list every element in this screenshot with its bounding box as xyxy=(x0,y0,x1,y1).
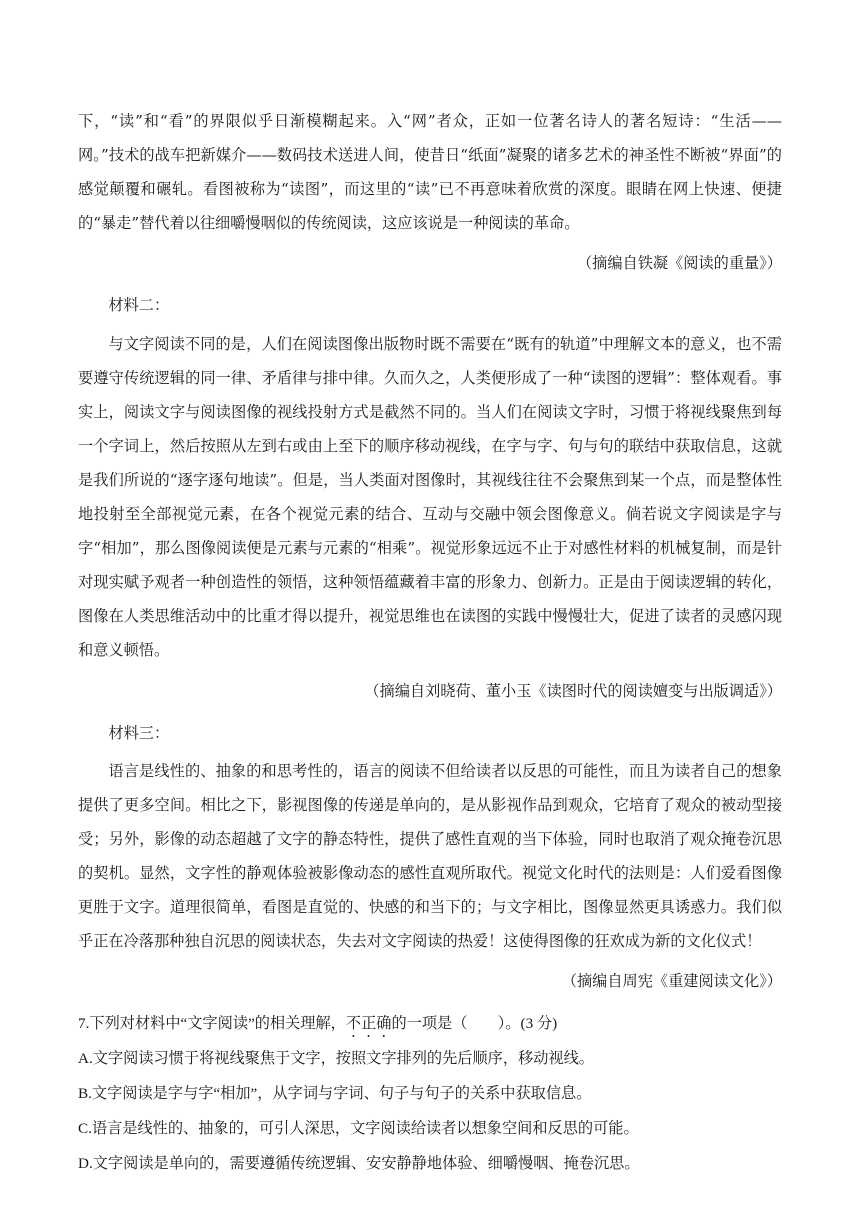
material-2-label: 材料二： xyxy=(108,296,170,315)
option-d[interactable]: D.文字阅读是单向的，需要遵循传统逻辑、安安静静地体验、细嚼慢咽、掩卷沉思。 xyxy=(78,1155,640,1173)
question-7-stem xyxy=(78,1006,782,1041)
material-1-source: （摘编自铁凝《阅读的重量》） xyxy=(576,254,782,273)
question-stem-emphasis: 不正确 xyxy=(345,1015,392,1033)
exam-page xyxy=(78,104,782,1181)
material-3-text: 语言是线性的、抽象的和思考性的，语言的阅读不但给读者以反思的可能性，而且为读者自己的想象提供了更多空间。相比之下，影视图像的传递是单向的，是从影视作品到观众，它培育了观众的被动型接受；另外，影像的动态超越了文字的静态特性，提供了感性直观的当下体验，同时也取消了观众掩卷沉思的契机。显然，文字性的静观体验被影像动态的感性直观所取代。视觉文化时代的法则是：人们爱看图像更胜于文字。道理很简单，看图是直觉的、快感的和当下的；与文字相比，图像显然更具诱惑力。我们似乎正在冷落那种独自沉思的阅读状态，失去对文字阅读的热爱！这使得图像的狂欢成为新的文化仪式！ xyxy=(78,761,782,951)
option-b[interactable]: B.文字阅读是字与字“相加”，从字词与字词、句子与句子的关系中获取信息。 xyxy=(78,1085,592,1103)
material-1-continuation: 下，“读”和“看”的界限似乎日渐模糊起来。入“网”者众，正如一位著名诗人的著名短诗：“生活——网。”技术的战车把新媒介——数码技术送进人间，使昔日“纸面”凝聚的诸多艺术的神圣性不断被“界面”的感觉颠覆和碾轧。看图被称为“读图”，而这里的“读”已不再意味着欣赏的深度。眼睛在网上快速、便捷的“暴走”替代着以往细嚼慢咽似的传统阅读，这应该说是一种阅读的革命。 xyxy=(78,112,782,233)
material-2-source: （摘编自刘晓荷、董小玉《读图时代的阅读嬗变与出版调适》） xyxy=(364,681,782,700)
option-c[interactable]: C.语言是线性的、抽象的，可引人深思，文字阅读给读者以想象空间和反思的可能。 xyxy=(78,1120,639,1138)
question-stem-after: 的一项是（ ）。(3 分) xyxy=(391,1015,558,1033)
material-3-label: 材料三： xyxy=(108,723,170,742)
material-3-source: （摘编自周宪《重建阅读文化》） xyxy=(561,972,782,991)
material-2-text: 与文字阅读不同的是，人们在阅读图像出版物时既不需要在“既有的轨道”中理解文本的意义，也不需要遵守传统逻辑的同一律、矛盾律与排中律。久而久之，人类便形成了一种“读图的逻辑”：整体观看。事实上，阅读文字与阅读图像的视线投射方式是截然不同的。当人们在阅读文字时，习惯于将视线聚焦到每一个字词上，然后按照从左到右或由上至下的顺序移动视线，在字与字、句与句的联结中获取信息，这就是我们所说的“逐字逐句地读”。但是，当人类面对图像时，其视线往往不会聚焦到某一个点，而是整体性地投射至全部视觉元素，在各个视觉元素的结合、互动与交融中领会图像意义。倘若说文字阅读是字与字“相加”，那么图像阅读便是元素与元素的“相乘”。视觉形象远远不止于对感性材料的机械复制，而是针对现实赋予观者一种创造性的领悟，这种领悟蕴藏着丰富的形象力、创新力。正是由于阅读逻辑的转化，图像在人类思维活动中的比重才得以提升，视觉思维也在读图的实践中慢慢壮大，促进了读者的灵感闪现和意义顿悟。 xyxy=(78,334,782,660)
option-a[interactable]: A.文字阅读习惯于将视线聚焦于文字，按照文字排列的先后顺序，移动视线。 xyxy=(78,1050,594,1068)
question-stem-before: 7.下列对材料中“文字阅读”的相关理解， xyxy=(78,1015,346,1033)
